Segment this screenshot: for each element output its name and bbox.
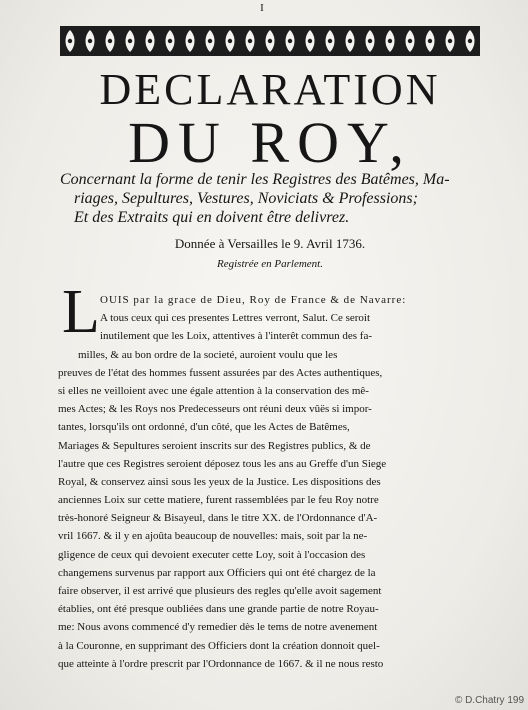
ornament-dot-icon bbox=[188, 39, 192, 43]
body-line: mes Actes; & les Roys nos Predecesseurs ont réuni deux vûës si impor- bbox=[58, 403, 372, 416]
subtitle-line: Et des Extraits qui en doivent être delivrez. bbox=[74, 209, 350, 226]
ornament-dot-icon bbox=[148, 39, 152, 43]
ornament-dot-icon bbox=[468, 39, 472, 43]
body-line: établies, ont été presque oubliées dans une grande partie de notre Royau- bbox=[58, 603, 379, 616]
body-line: tantes, lorsqu'ils ont ordonné, d'un côté, que les Actes de Batêmes, bbox=[58, 421, 350, 434]
ornament-dot-icon bbox=[408, 39, 412, 43]
ornament-dot-icon bbox=[88, 39, 92, 43]
body-line: à la Couronne, en supprimant des Officiers dont la création donnoit quel- bbox=[58, 639, 380, 652]
ornament-dot-icon bbox=[268, 39, 272, 43]
body-text bbox=[58, 291, 476, 673]
ornament-dot-icon bbox=[288, 39, 292, 43]
ornament-dot-icon bbox=[248, 39, 252, 43]
ornament-dot-icon bbox=[308, 39, 312, 43]
ornament-dot-icon bbox=[448, 39, 452, 43]
body-line: très-honoré Seigneur & Bisayeul, dans le titre XX. de l'Ordonnance d'A- bbox=[58, 512, 378, 525]
drop-cap: L bbox=[62, 278, 100, 346]
body-line: faire observer, il est arrivé que plusieurs des regles qu'elle avoit sagement bbox=[58, 585, 382, 597]
body-line: milles, & au bon ordre de la societé, auroient voulu que les bbox=[78, 348, 338, 361]
registration-note: Registrée en Parlement. bbox=[217, 258, 323, 270]
body-line: inutilement que les Loix, attentives à l'interêt commun des fa- bbox=[100, 330, 373, 343]
ornament-dot-icon bbox=[108, 39, 112, 43]
body-line: gligence de ceux qui devoient executer cette Loy, soit à l'occasion des bbox=[58, 548, 366, 561]
subtitle-line: Concernant la forme de tenir les Registres des Batêmes, Ma- bbox=[60, 171, 450, 188]
ornamental-band-icon bbox=[60, 26, 480, 56]
body-line: OUIS par la grace de Dieu, Roy de France & de Navarre: bbox=[100, 294, 407, 306]
ornament-dot-icon bbox=[68, 39, 72, 43]
ornament-dot-icon bbox=[388, 39, 392, 43]
ornament-dot-icon bbox=[368, 39, 372, 43]
ornament-dot-icon bbox=[168, 39, 172, 43]
body-line: l'autre que ces Registres seroient déposez tous les ans au Greffe d'un Siege bbox=[58, 457, 387, 470]
folio-mark: I bbox=[260, 2, 264, 14]
body-line: Royal, & conservez ainsi sous les yeux de la Justice. Les dispositions des bbox=[58, 475, 381, 488]
subtitle-line: riages, Sepultures, Vestures, Noviciats & Professions; bbox=[74, 190, 418, 207]
ornament-dot-icon bbox=[228, 39, 232, 43]
body-line: vril 1667. & il y en ajoûta beaucoup de nouvelles: mais, soit par la ne- bbox=[58, 530, 368, 543]
body-line: anciennes Loix sur cette matiere, furent rassemblées par le feu Roy notre bbox=[58, 494, 379, 507]
document-title-line1: DECLARATION bbox=[99, 65, 441, 114]
document-title-line2: DU ROY, bbox=[128, 110, 412, 175]
ornament-dot-icon bbox=[208, 39, 212, 43]
ornament-dot-icon bbox=[328, 39, 332, 43]
body-line: si elles ne veilloient avec une égale attention à la conservation des mê- bbox=[58, 384, 369, 397]
document-subtitle bbox=[60, 170, 480, 227]
body-line: Mariages & Sepultures seroient inscrits sur des Registres publics, & de bbox=[58, 439, 371, 452]
ornament-dot-icon bbox=[128, 39, 132, 43]
body-line: A tous ceux qui ces presentes Lettres verront, Salut. Ce seroit bbox=[100, 312, 371, 325]
body-line: changemens survenus par rapport aux Officiers qui ont été chargez de la bbox=[58, 566, 376, 579]
image-credit: © D.Chatry 199 bbox=[454, 695, 524, 706]
ornament-dot-icon bbox=[428, 39, 432, 43]
body-line: que atteinte à l'ordre prescrit par l'Ordonnance de 1667. & il ne nous resto bbox=[58, 657, 384, 670]
body-line: me: Nous avons commencé d'y remedier dès le tems de notre avenement bbox=[58, 621, 378, 634]
date-line: Donnée à Versailles le 9. Avril 1736. bbox=[174, 236, 366, 251]
ornament-dot-icon bbox=[348, 39, 352, 43]
body-line: preuves de l'état des hommes fussent assurées par des Actes authentiques, bbox=[58, 366, 383, 379]
